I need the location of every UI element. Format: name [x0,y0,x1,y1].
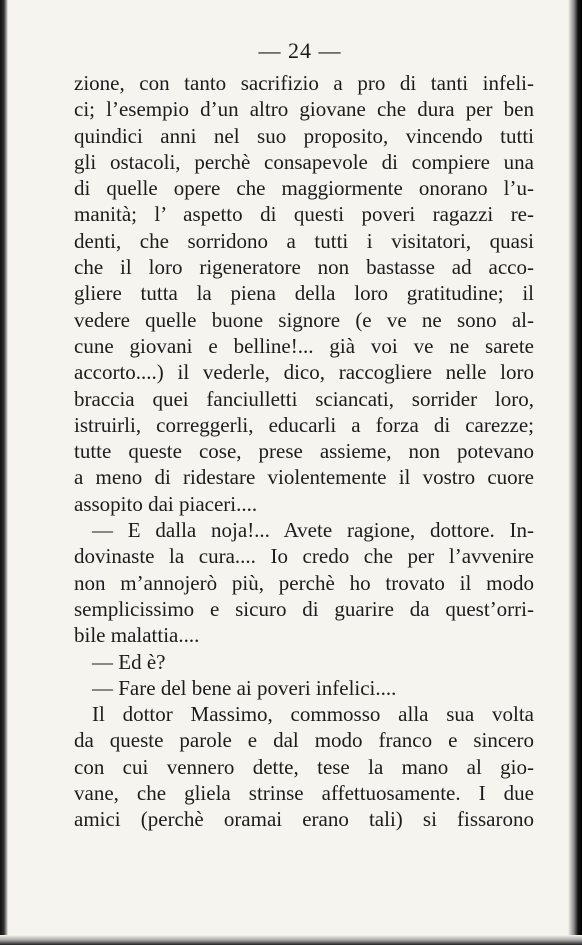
text-line: bile malattia.... [74,623,200,648]
text-line: vedere quelle buone signore (e ve ne sono al- [74,307,534,332]
text-line: non m’annojerò più, perchè ho trovato il modo [74,570,534,595]
body-text [74,70,534,833]
text-line: che il loro rigeneratore non bastasse ad acco- [74,255,534,280]
text-line: con cui vennero dette, tese la mano al gio- [74,754,534,779]
text-line: quindici anni nel suo proposito, vincendo tutti [74,123,534,148]
text-line: semplicissimo e sicuro di guarire da quest’orri- [74,596,534,621]
text-line: cune giovani e belline!... già voi ve ne sarete [74,333,534,358]
text-line: gliere tutta la piena della loro gratitudine; il [74,281,534,306]
text-line: — E dalla noja!... Avete ragione, dottore. In- [92,518,534,543]
text-line: — Ed è? [92,649,166,674]
text-line: denti, che sorridono a tutti i visitatori, quasi [74,228,534,253]
text-line: gli ostacoli, perchè consapevole di compiere una [74,149,534,174]
text-line: braccia quei fanciulletti sciancati, sorrider loro, [74,386,534,411]
text-line: di quelle opere che maggiormente onorano l’u- [74,176,534,201]
text-line: manità; l’ aspetto di questi poveri ragazzi re- [74,202,534,227]
page-bottom-edge-shadow [0,935,582,945]
text-line: istruirli, correggerli, educarli a forza di carezze; [74,412,534,437]
text-line: accorto....) il vederle, dico, raccogliere nelle loro [74,360,534,385]
text-line: amici (perchè oramai erano tali) si fissarono [74,807,534,832]
text-line: dovinaste la cura.... Io credo che per l’avvenire [74,544,534,569]
text-line: tutte queste cose, prese assieme, non potevano [74,439,534,464]
text-line: vane, che gliela strinse affettuosamente. I due [74,781,534,806]
page-right-edge-shadow [568,0,582,945]
text-line: zione, con tanto sacrifizio a pro di tanti infeli- [74,71,534,95]
text-line: a meno di ridestare violentemente il vostro cuore [74,465,534,490]
page-number: — 24 — [258,38,342,63]
page-left-edge-shadow [0,0,8,945]
text-line: ci; l’esempio d’un altro giovane che dura per ben [74,97,534,122]
text-line: assopito dai piaceri.... [74,491,258,516]
text-line: — Fare del bene ai poveri infelici.... [92,675,397,700]
text-line: Il dottor Massimo, commosso alla sua volta [92,702,534,727]
text-line: da queste parole e dal modo franco e sincero [74,728,534,753]
